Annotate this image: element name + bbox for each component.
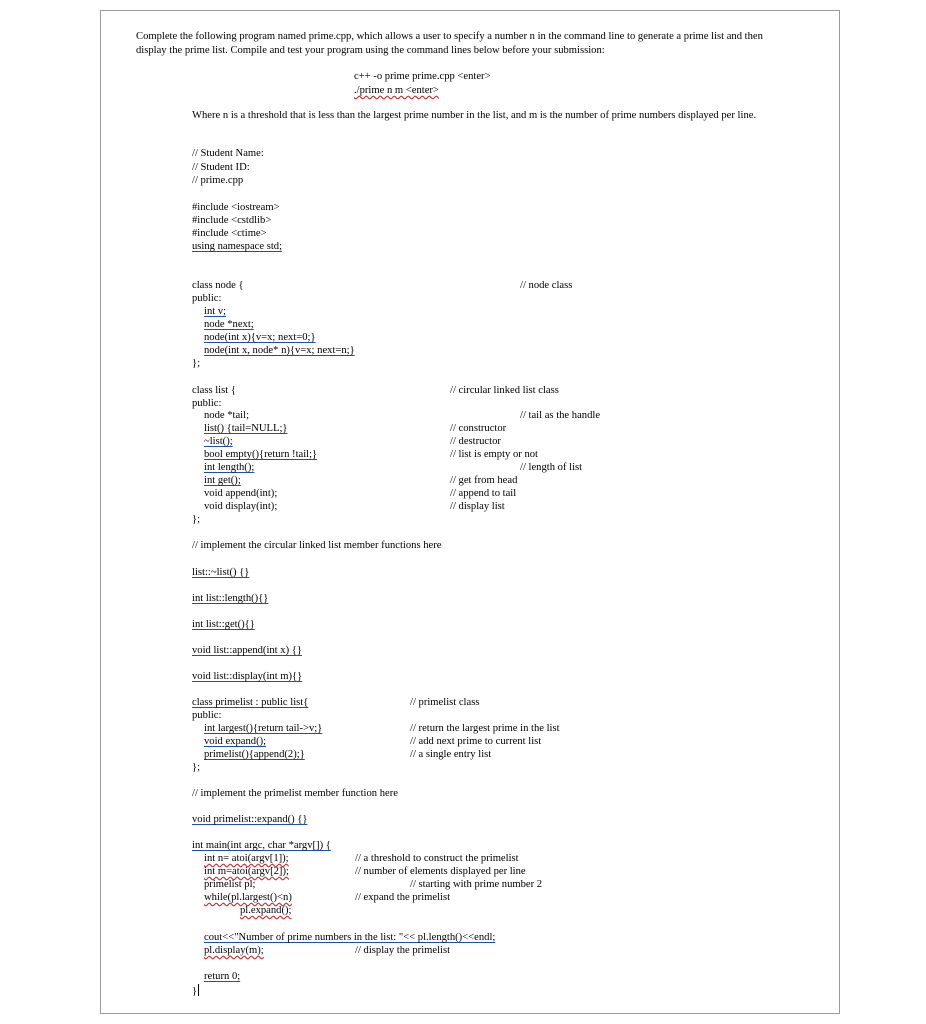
code-comment: // display list: [450, 501, 505, 512]
code-comment: // tail as the handle: [520, 410, 601, 421]
code-line: int get();: [204, 475, 241, 486]
code-line: };: [192, 514, 201, 525]
code-line: void list::display(int m){}: [192, 671, 303, 682]
code-line: int list::get(){}: [192, 619, 255, 630]
code-line: void list::append(int x) {}: [192, 645, 302, 656]
code-line: node(int x, node* n){v=x; next=n;}: [204, 345, 355, 356]
code-line: int n= atoi(argv[1]);: [204, 853, 289, 864]
code-line: public:: [192, 293, 222, 304]
text-cursor: [198, 984, 199, 996]
code-line: };: [192, 358, 201, 369]
code-comment: // append to tail: [450, 488, 517, 499]
code-line: node(int x){v=x; next=0;}: [204, 332, 316, 343]
code-line: public:: [192, 398, 222, 409]
header-comment: // Student Name:: [192, 148, 264, 159]
code-line: void primelist::expand() {}: [192, 814, 308, 825]
code-comment: // a single entry list: [410, 749, 492, 760]
code-line: primelist pl;: [204, 879, 256, 890]
code-line: pl.display(m);: [204, 945, 264, 956]
code-comment: // return the largest prime in the list: [410, 723, 560, 734]
code-line: node *next;: [204, 319, 254, 330]
include-line: #include <cstdlib>: [192, 215, 272, 226]
code-comment: // node class: [520, 280, 573, 291]
code-line: class node {: [192, 280, 244, 291]
code-line: class list {: [192, 385, 236, 396]
code-line: primelist(){append(2);}: [204, 749, 305, 760]
code-line: int v;: [204, 306, 227, 317]
code-comment: // list is empty or not: [450, 449, 538, 460]
header-comment: // prime.cpp: [192, 175, 244, 186]
where-paragraph: Where n is a threshold that is less than the largest prime number in the list, and m is the number of prime numbers displayed per line.: [192, 110, 757, 121]
code-line: int length();: [204, 462, 255, 473]
code-line: class primelist : public list{: [192, 697, 309, 708]
code-comment: // primelist class: [410, 697, 480, 708]
code-comment: // starting with prime number 2: [410, 879, 543, 890]
section-comment: // implement the primelist member function here: [192, 788, 398, 799]
code-comment: // number of elements displayed per line: [355, 866, 526, 877]
code-line: list() {tail=NULL;}: [204, 423, 288, 434]
code-line: void display(int);: [204, 501, 278, 512]
header-comment: // Student ID:: [192, 162, 250, 173]
section-comment: // implement the circular linked list member functions here: [192, 540, 442, 551]
code-line: bool empty(){return !tail;}: [204, 449, 318, 460]
code-comment: // constructor: [450, 423, 507, 434]
code-line: return 0;: [204, 971, 241, 982]
code-comment: // length of list: [520, 462, 583, 473]
code-comment: // get from head: [450, 475, 518, 486]
code-line: int list::length(){}: [192, 593, 269, 604]
code-comment: // circular linked list class: [450, 385, 559, 396]
code-line: }: [192, 986, 198, 997]
compile-command: c++ -o prime prime.cpp <enter>: [354, 71, 491, 82]
code-line: public:: [192, 710, 222, 721]
code-line: void expand();: [204, 736, 267, 747]
code-line: cout<<"Number of prime numbers in the list: "<< pl.length()<<endl;: [204, 932, 496, 943]
code-comment: // display the primelist: [355, 945, 451, 956]
code-line: while(pl.largest()<n): [204, 892, 292, 903]
code-comment: // add next prime to current list: [410, 736, 542, 747]
code-line: int m=atoi(argv[2]);: [204, 866, 289, 877]
code-line: pl.expand();: [240, 905, 292, 916]
include-line: #include <iostream>: [192, 202, 280, 213]
include-line: #include <ctime>: [192, 228, 267, 239]
code-line: list::~list() {}: [192, 567, 250, 578]
code-line: ~list();: [204, 436, 233, 447]
using-line: using namespace std;: [192, 241, 283, 252]
code-comment: // a threshold to construct the primelist: [355, 853, 519, 864]
intro-paragraph: Complete the following program named prime.cpp, which allows a user to specify a number n in the command line to generate a prime list and then display the prime list. Compile and test your program using the command lines below before your submission:: [136, 31, 763, 56]
code-line: };: [192, 762, 201, 773]
code-line: node *tail;: [204, 410, 250, 421]
code-comment: // expand the primelist: [355, 892, 451, 903]
code-comment: // destructor: [450, 436, 501, 447]
code-line: void append(int);: [204, 488, 278, 499]
code-line: int main(int argc, char *argv[]) {: [192, 840, 331, 851]
code-line: int largest(){return tail->v;}: [204, 723, 323, 734]
run-command: ./prime n m <enter>: [354, 85, 439, 96]
